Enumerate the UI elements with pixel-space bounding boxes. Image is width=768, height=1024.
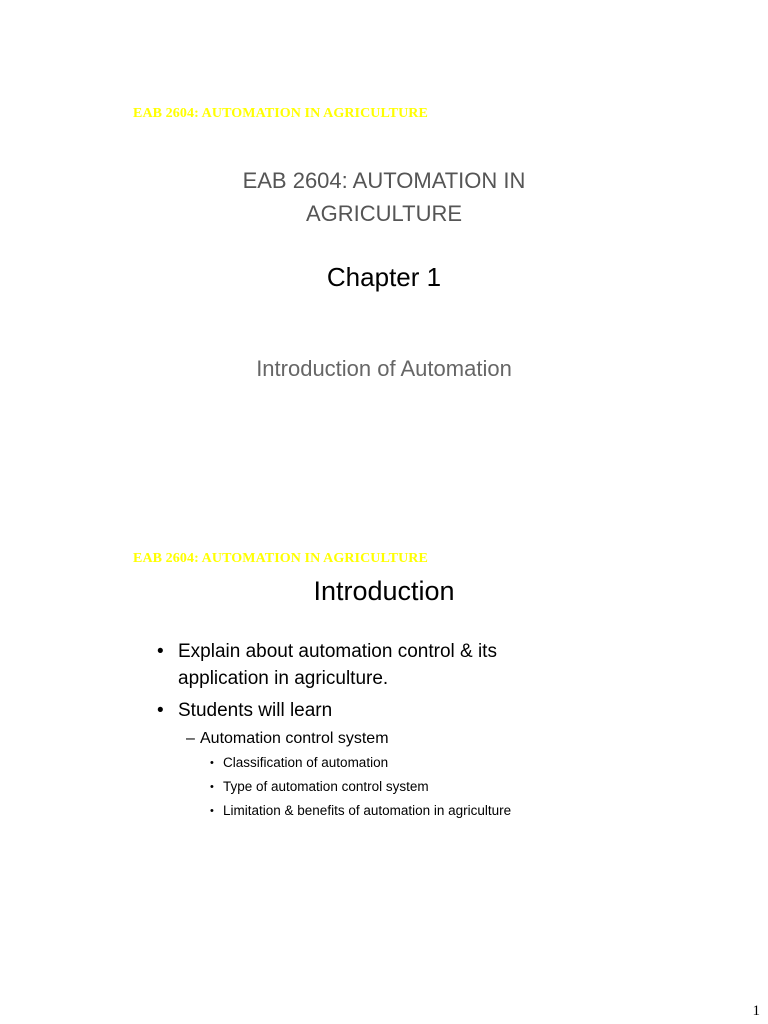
slide-1-header-banner: EAB 2604: AUTOMATION IN AGRICULTURE	[133, 106, 428, 121]
slide-2-header-banner: EAB 2604: AUTOMATION IN AGRICULTURE	[133, 551, 428, 566]
bullet-text-line-1: Explain about automation control & its	[178, 641, 497, 662]
course-title-line-1: EAB 2604: AUTOMATION IN	[242, 168, 526, 193]
course-title-line-2: AGRICULTURE	[305, 201, 463, 226]
sub-sub-bullet-item	[157, 799, 577, 823]
sub-sub-bullet-item	[157, 751, 577, 775]
dash-marker: –	[186, 730, 195, 747]
bullet-marker: •	[210, 805, 214, 817]
slide-1-course-title	[0, 164, 768, 230]
chapter-title: Chapter 1	[326, 262, 442, 292]
bullet-list	[157, 638, 577, 823]
bullet-item	[157, 638, 577, 692]
page-number: 1	[752, 1003, 760, 1019]
sub-sub-bullet-text: Classification of automation	[223, 755, 389, 770]
sub-bullet-item	[157, 727, 577, 751]
bullet-marker: •	[210, 757, 214, 769]
bullet-text-line-2: application in agriculture.	[178, 668, 389, 689]
bullet-item	[157, 697, 577, 724]
sub-sub-bullet-item	[157, 775, 577, 799]
bullet-text: Students will learn	[178, 700, 333, 721]
sub-sub-bullet-text: Limitation & benefits of automation in agriculture	[223, 803, 512, 818]
bullet-marker: •	[157, 700, 164, 721]
slide-2	[0, 512, 768, 1024]
slide-2-title: Introduction	[313, 576, 455, 606]
chapter-subtitle: Introduction of Automation	[256, 356, 512, 381]
bullet-marker: •	[210, 781, 214, 793]
sub-bullet-text: Automation control system	[200, 730, 389, 747]
sub-sub-bullet-text: Type of automation control system	[223, 779, 429, 794]
bullet-marker: •	[157, 641, 164, 662]
